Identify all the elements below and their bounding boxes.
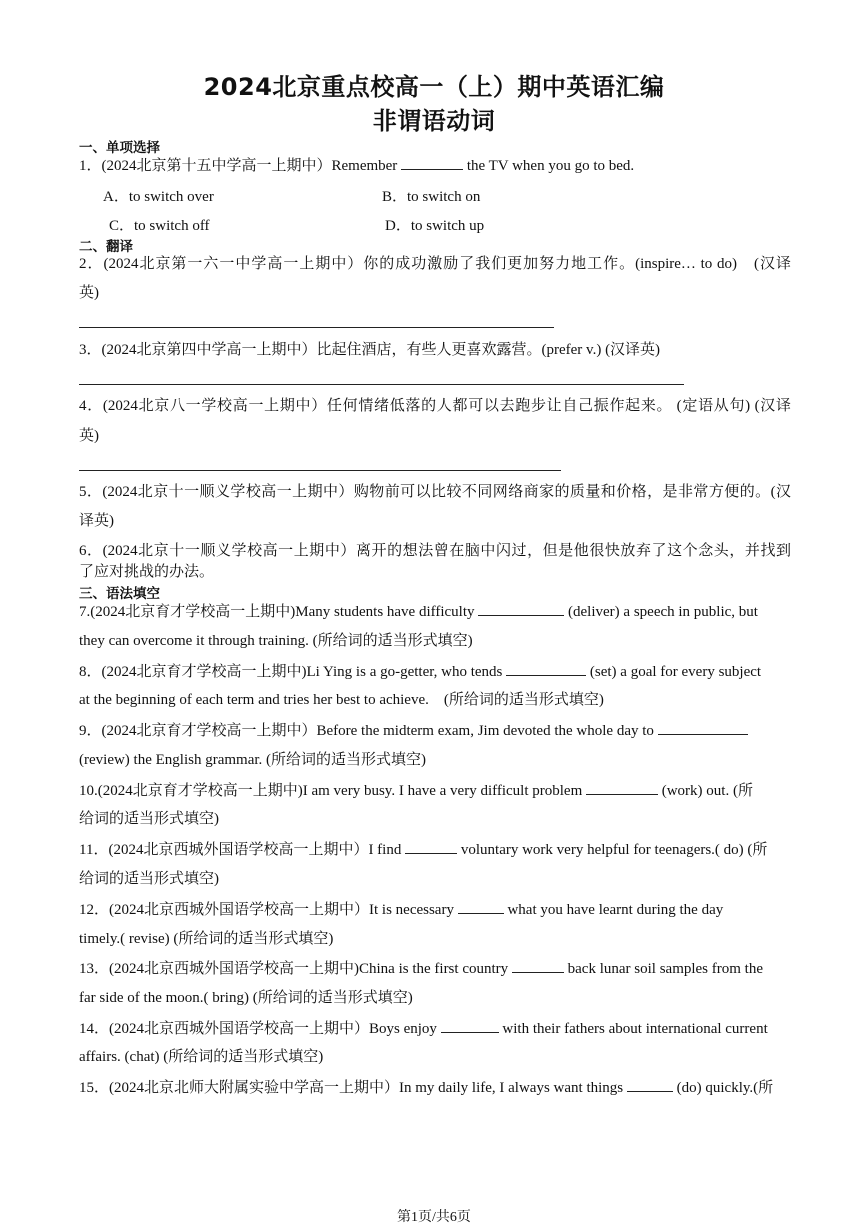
answer-line	[79, 470, 561, 471]
question-14-stem: 14．(2024北京西城外国语学校高一上期中）Boys enjoy	[79, 1021, 437, 1037]
question-5-line-2: 译英)	[79, 513, 114, 529]
question-8-stem: 8．(2024北京育才学校高一上期中)Li Ying is a go-getter, who tends	[79, 664, 503, 680]
question-7-stem: 7.(2024北京育才学校高一上期中)Many students have difficulty	[79, 604, 475, 620]
question-11-line-2: 给词的适当形式填空)	[79, 871, 219, 887]
question-11-line-1	[79, 839, 791, 860]
page-number-footer: 第1页/共6页	[397, 1210, 471, 1225]
section-heading-grammar-fill: 三、语法填空	[79, 586, 160, 602]
question-12-line-2: timely.( revise) (所给词的适当形式填空)	[79, 931, 334, 947]
question-2-line-2: 英)	[79, 285, 99, 301]
question-1	[79, 155, 791, 176]
question-15-line-1	[79, 1077, 791, 1098]
answer-blank	[441, 1018, 499, 1033]
answer-blank	[512, 958, 564, 973]
question-14-line-2: affairs. (chat) (所给词的适当形式填空)	[79, 1049, 324, 1065]
answer-blank	[586, 780, 658, 795]
question-11-stem-end: voluntary work very helpful for teenagers.( do) (所	[460, 842, 768, 858]
question-9-line-2: (review) the English grammar. (所给词的适当形式填空)	[79, 752, 427, 768]
section-heading-single-choice: 一、单项选择	[79, 140, 160, 156]
document-title: 2024北京重点校高一（上）期中英语汇编	[203, 73, 665, 101]
question-8-stem-end: (set) a goal for every subject	[589, 664, 762, 680]
question-14-line-1	[79, 1018, 791, 1039]
answer-blank	[405, 839, 457, 854]
section-heading-translation: 二、翻译	[79, 239, 133, 255]
answer-blank	[478, 601, 564, 616]
answer-blank	[506, 661, 586, 676]
question-11-stem: 11．(2024北京西城外国语学校高一上期中）I find	[79, 842, 402, 858]
question-6-line-2: 了应对挑战的办法。	[79, 564, 215, 580]
question-10-line-2: 给词的适当形式填空)	[79, 811, 219, 827]
question-13-line-2: far side of the moon.( bring) (所给词的适当形式填空)	[79, 990, 413, 1006]
question-9-line-1	[79, 720, 791, 741]
question-12-stem: 12．(2024北京西城外国语学校高一上期中）It is necessary	[79, 902, 454, 918]
answer-line	[79, 384, 684, 385]
answer-blank	[458, 899, 504, 914]
question-4-line-2: 英)	[79, 428, 99, 444]
document-subtitle: 非谓语动词	[372, 107, 496, 135]
option-c: C．to switch off	[109, 218, 210, 234]
question-12-stem-end: what you have learnt during the day	[507, 902, 724, 918]
question-8-line-2: at the beginning of each term and tries her best to achieve. (所给词的适当形式填空)	[79, 692, 604, 708]
option-d: D．to switch up	[385, 218, 485, 234]
question-8-line-1	[79, 661, 791, 682]
question-1-stem-end: the TV when you go to bed.	[466, 158, 635, 174]
question-13-stem-end: back lunar soil samples from the	[567, 961, 764, 977]
question-7-stem-end: (deliver) a speech in public, but	[568, 604, 758, 620]
question-14-stem-end: with their fathers about international current	[502, 1021, 768, 1037]
question-10-stem: 10.(2024北京育才学校高一上期中)I am very busy. I have a very difficult problem	[79, 783, 583, 799]
question-13-line-1	[79, 958, 791, 979]
question-12-line-1	[79, 899, 791, 920]
question-2-line-1: 2．(2024北京第一六一中学高一上期中）你的成功激励了我们更加努力地工作。(inspire… to do) (汉译	[79, 256, 791, 272]
question-4-line-1: 4．(2024北京八一学校高一上期中）任何情绪低落的人都可以去跑步让自己振作起来。 (定语从句) (汉译	[79, 398, 791, 414]
question-1-stem: 1．(2024北京第十五中学高一上期中）Remember	[79, 158, 398, 174]
option-a: A．to switch over	[103, 189, 214, 205]
question-5-line-1: 5．(2024北京十一顺义学校高一上期中）购物前可以比较不同网络商家的质量和价格，是非常方便的。(汉	[79, 484, 791, 500]
option-b: B．to switch on	[382, 189, 481, 205]
answer-line	[79, 327, 554, 328]
question-10-stem-end: (work) out. (所	[661, 783, 753, 799]
question-10-line-1	[79, 780, 791, 801]
answer-blank	[658, 720, 748, 735]
question-13-stem: 13．(2024北京西城外国语学校高一上期中)China is the first country	[79, 961, 509, 977]
question-9-stem: 9．(2024北京育才学校高一上期中）Before the midterm exam, Jim devoted the whole day to	[79, 723, 654, 739]
question-7-line-2: they can overcome it through training. (所给词的适当形式填空)	[79, 633, 473, 649]
question-6-line-1: 6．(2024北京十一顺义学校高一上期中）离开的想法曾在脑中闪过，但是他很快放弃了这个念头，并找到	[79, 543, 791, 559]
answer-blank	[627, 1077, 673, 1092]
answer-blank	[401, 155, 463, 170]
question-3-line-1: 3．(2024北京第四中学高一上期中）比起住酒店，有些人更喜欢露营。(prefer v.) (汉译英)	[79, 342, 661, 358]
question-7-line-1	[79, 601, 791, 622]
question-15-stem-end: (do) quickly.(所	[676, 1080, 774, 1096]
question-15-stem: 15．(2024北京北师大附属实验中学高一上期中）In my daily life, I always want things	[79, 1080, 624, 1096]
